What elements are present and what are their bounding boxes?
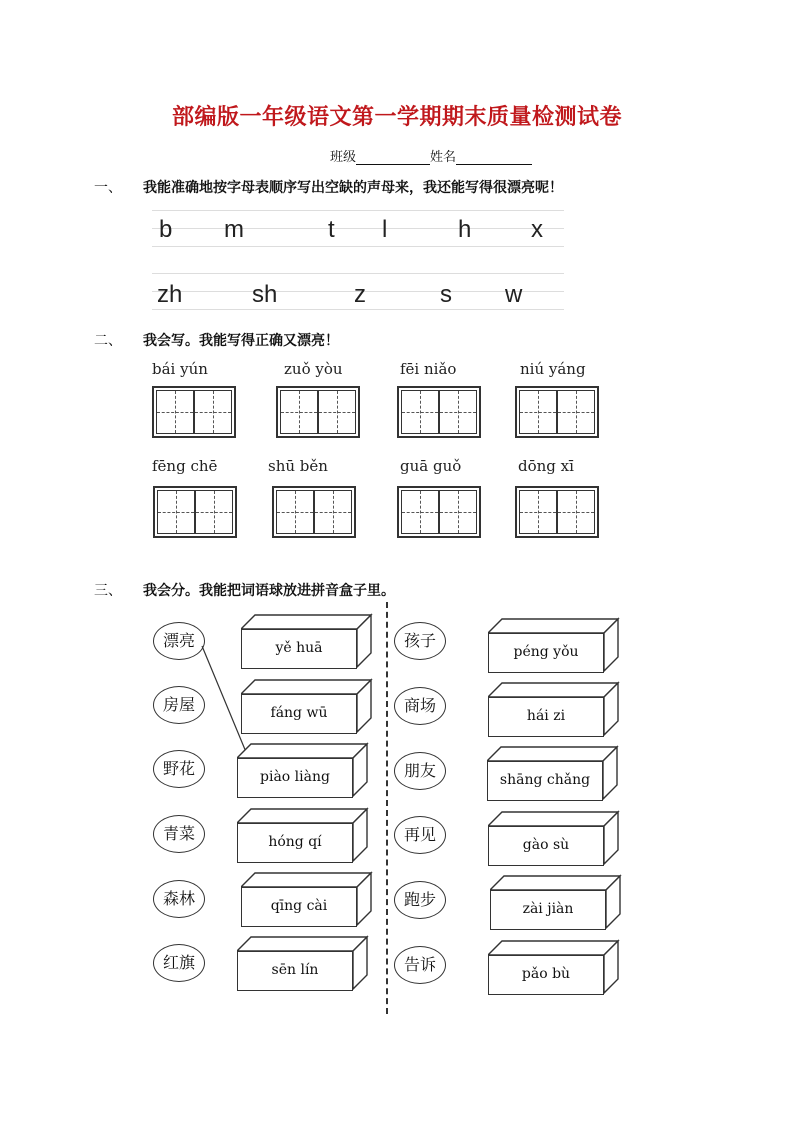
pinyin-box-label: gào sù: [488, 826, 604, 866]
pinyin-box[interactable]: [490, 874, 622, 930]
pinyin-box-label: yě huā: [241, 629, 357, 669]
pinyin-box[interactable]: [488, 617, 620, 673]
word-ball[interactable]: 孩子: [394, 622, 446, 660]
pinyin-label: fēng chē: [152, 457, 218, 475]
section3-instruction: 我会分。我能把词语球放进拼音盒子里。: [143, 583, 395, 599]
class-label: 班级: [330, 150, 357, 165]
word-ball[interactable]: 红旗: [153, 944, 205, 982]
pinyin-box[interactable]: [488, 939, 620, 995]
section2-number: 二、: [94, 333, 122, 349]
letter: x: [531, 216, 543, 243]
pinyin-label: shū běn: [268, 457, 328, 475]
letter: s: [440, 281, 452, 308]
letter: z: [354, 281, 366, 308]
pinyin-box[interactable]: [241, 613, 373, 669]
pinyin-box-label: qīng cài: [241, 887, 357, 927]
pinyin-label: dōng xī: [518, 457, 574, 475]
word-ball[interactable]: 告诉: [394, 946, 446, 984]
pinyin-box[interactable]: [487, 745, 619, 801]
pinyin-box-label: hóng qí: [237, 823, 353, 863]
pinyin-label: niú yáng: [520, 360, 586, 378]
word-ball[interactable]: 再见: [394, 816, 446, 854]
pinyin-box[interactable]: [488, 810, 620, 866]
word-ball[interactable]: 跑步: [394, 881, 446, 919]
letter: w: [505, 281, 523, 308]
pinyin-box-label: pǎo bù: [488, 955, 604, 995]
pinyin-box-label: fáng wū: [241, 694, 357, 734]
pinyin-box-label: zài jiàn: [490, 890, 606, 930]
pinyin-label: zuǒ yòu: [284, 360, 343, 378]
pinyin-box-label: shāng chǎng: [487, 761, 603, 801]
name-label: 姓名: [430, 150, 457, 165]
pinyin-box[interactable]: [237, 742, 369, 798]
word-ball[interactable]: 森林: [153, 880, 205, 918]
letter: m: [224, 216, 244, 243]
letter: l: [382, 216, 388, 243]
pinyin-box[interactable]: [241, 871, 373, 927]
letter: zh: [157, 281, 183, 308]
word-ball[interactable]: 商场: [394, 687, 446, 725]
pinyin-box-label: piào liàng: [237, 758, 353, 798]
pinyin-label: bái yún: [152, 360, 208, 378]
word-ball[interactable]: 朋友: [394, 752, 446, 790]
letter: h: [458, 216, 472, 243]
section2-instruction: 我会写。我能写得正确又漂亮！: [143, 333, 339, 349]
letter: t: [328, 216, 335, 243]
pinyin-box-label: péng yǒu: [488, 633, 604, 673]
page-title: 部编版一年级语文第一学期期末质量检测试卷: [171, 105, 622, 130]
letter: b: [159, 216, 173, 243]
pinyin-box[interactable]: [241, 678, 373, 734]
pinyin-label: guā guǒ: [400, 457, 462, 475]
pinyin-box[interactable]: [488, 681, 620, 737]
word-ball[interactable]: 房屋: [153, 686, 205, 724]
pinyin-box[interactable]: [237, 935, 369, 991]
letter: sh: [252, 281, 278, 308]
word-ball[interactable]: 漂亮: [153, 622, 205, 660]
pinyin-box[interactable]: [237, 807, 369, 863]
pinyin-box-label: hái zi: [488, 697, 604, 737]
word-ball[interactable]: 野花: [153, 750, 205, 788]
pinyin-label: fēi niǎo: [400, 360, 457, 378]
section1-number: 一、: [94, 180, 122, 196]
pinyin-box-label: sēn lín: [237, 951, 353, 991]
word-ball[interactable]: 青菜: [153, 815, 205, 853]
section1-instruction: 我能准确地按字母表顺序写出空缺的声母来，我还能写得很漂亮呢！: [143, 180, 563, 196]
section3-number: 三、: [94, 583, 122, 599]
